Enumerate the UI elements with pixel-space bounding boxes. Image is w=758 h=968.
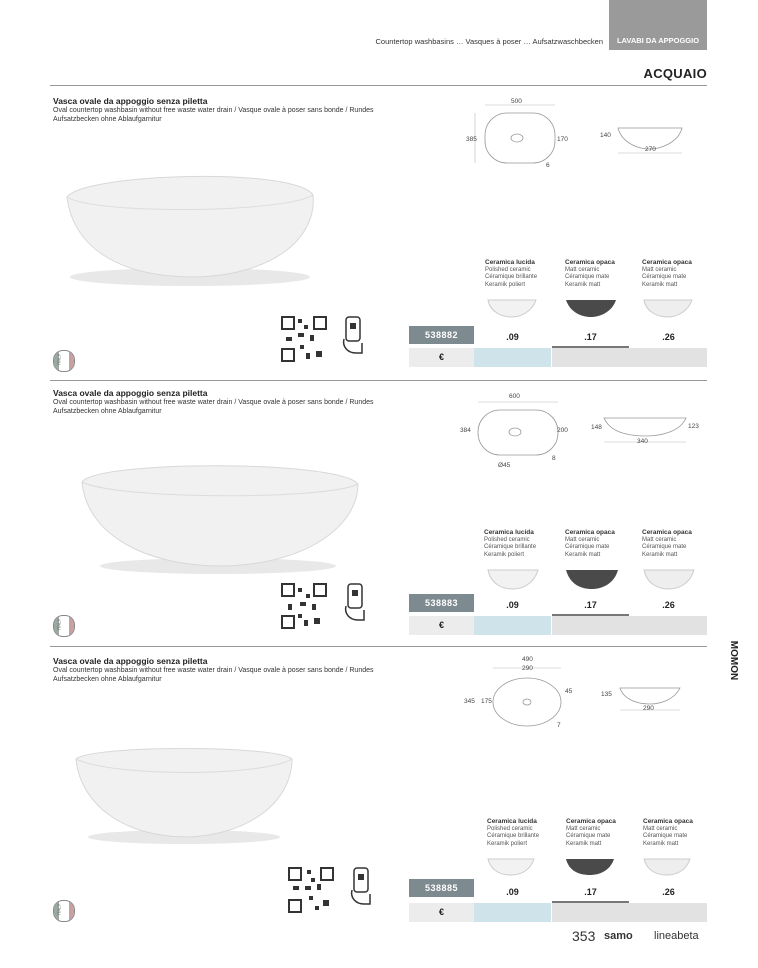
dim-height: 200 [557,427,568,434]
dim-depth: 385 [466,136,477,143]
dim-height: 45 [565,688,573,695]
technical-drawing [460,95,700,175]
price-cell: .26 [630,596,707,616]
side-label: MOMON [728,640,740,681]
divider [50,85,707,86]
finish-2: Ceramica opaca Matt ceramic Céramique mate Keramik matt [565,259,615,288]
product-description: Oval countertop washbasin without free waste water drain / Vasque ovale à poser sans bonde / Rundes Aufsatzbecken ohne Ablaufgarnitur [53,667,374,683]
finish-2: Ceramica opaca Matt ceramic Céramique mate Keramik matt [565,529,615,558]
dim-side-height: 140 [600,132,611,139]
finish-3: Ceramica opaca Matt ceramic Céramique mate Keramik matt [642,259,692,288]
product-image [78,460,363,578]
dim-height: 170 [557,136,568,143]
finish-2: Ceramica opaca Matt ceramic Céramique mate Keramik matt [566,818,616,847]
price-cell: .09 [474,328,551,348]
product-description: Oval countertop washbasin without free waste water drain / Vasque ovale à poser sans bonde / Rundes Aufsatzbecken ohne Ablaufgarnitur [53,107,374,123]
dim-side-height: 135 [601,691,612,698]
currency-label: € [409,903,474,922]
qr-code-icon[interactable] [287,866,335,914]
divider [50,646,707,647]
finish-swatches [486,566,706,594]
product-title: Vasca ovale da appoggio senza piletta [53,96,208,106]
product-image [55,165,325,290]
origin-badge: ITALY [53,900,75,922]
dim-side-width: 270 [645,146,656,153]
product-title: Vasca ovale da appoggio senza piletta [53,388,208,398]
dim-thickness: 7 [557,722,561,729]
qr-code-icon[interactable] [280,582,328,630]
price-cell-empty [552,903,707,922]
dim-side-height: 148 [591,424,602,431]
qr-code-icon[interactable] [280,315,328,363]
category-tab[interactable] [609,0,707,50]
brand-logo: samo [604,930,633,942]
dim-hole: Ø45 [498,462,511,469]
dim-width: 600 [509,393,520,400]
brand-line: lineabeta [654,930,699,942]
currency-label: € [409,348,474,367]
product-block-1 [53,96,398,124]
dim-inner-depth: 175 [481,698,492,705]
product-block-2 [53,388,398,416]
finish-1: Ceramica lucida Polished ceramic Céramique brillante Keramik poliert [487,818,540,847]
dim-width: 500 [511,98,522,105]
price-cell: .17 [552,328,629,349]
product-description: Oval countertop washbasin without free waste water drain / Vasque ovale à poser sans bonde / Rundes Aufsatzbecken ohne Ablaufgarnitur [53,399,374,415]
price-cell-empty [474,903,551,922]
breadcrumb: Countertop washbasins … Vasques à poser … Aufsatzwaschbecken [375,37,603,46]
dim-side-rim: 123 [688,423,699,430]
finish-1: Ceramica lucida Polished ceramic Céramique brillante Keramik poliert [484,529,537,558]
dim-width: 490 [522,656,533,663]
dim-side-width: 290 [643,705,654,712]
phone-scan-icon [348,866,376,908]
dim-inner-width: 290 [522,665,533,672]
dim-side-width: 340 [637,438,648,445]
product-block-3 [53,656,398,684]
dim-thickness: 8 [552,455,556,462]
price-cell-empty [474,348,551,367]
finish-3: Ceramica opaca Matt ceramic Céramique mate Keramik matt [643,818,693,847]
technical-drawing [460,392,705,462]
currency-label: € [409,616,474,635]
price-cell: .17 [552,596,629,617]
product-code: 538885 [409,879,474,897]
product-code: 538882 [409,326,474,344]
product-image [72,745,297,845]
price-cell-empty [552,616,707,635]
page-title: ACQUAIO [643,66,707,81]
finish-3: Ceramica opaca Matt ceramic Céramique mate Keramik matt [642,529,692,558]
price-cell-empty [552,348,707,367]
dim-depth: 384 [460,427,471,434]
origin-badge: ITALY [53,350,75,372]
origin-badge: ITALY [53,615,75,637]
price-cell: .09 [474,596,551,616]
price-cell: .26 [630,883,707,903]
price-cell: .09 [474,883,551,903]
divider [50,380,707,381]
dim-depth: 345 [464,698,475,705]
dim-thickness: 6 [546,162,550,169]
page-number: 353 [572,928,596,944]
phone-scan-icon [340,315,368,355]
technical-drawing [470,660,705,735]
product-code: 538883 [409,594,474,612]
category-tab-label: LAVABI DA APPOGGIO [616,36,700,45]
price-cell: .26 [630,328,707,348]
price-cell: .17 [552,883,629,904]
finish-swatches [486,296,706,322]
finish-1: Ceramica lucida Polished ceramic Céramique brillante Keramik poliert [485,259,538,288]
product-title: Vasca ovale da appoggio senza piletta [53,656,208,666]
finish-swatches [486,855,706,881]
price-cell-empty [474,616,551,635]
phone-scan-icon [342,582,370,622]
